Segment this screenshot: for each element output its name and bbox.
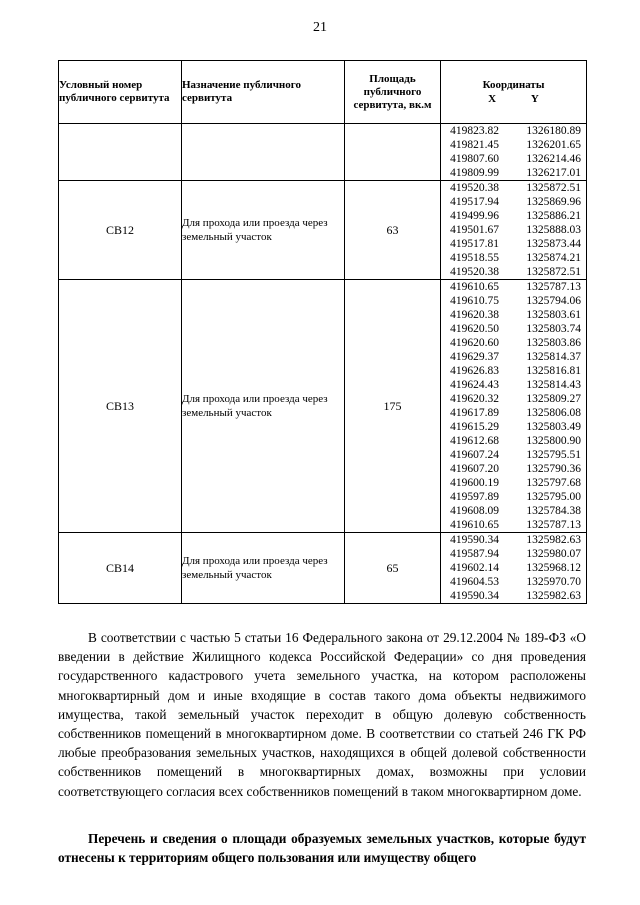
coord-x: 419517.94 — [450, 196, 499, 208]
servitude-code — [59, 124, 182, 181]
servitude-purpose: Для прохода или проезда через земельный участок — [182, 280, 345, 533]
coord-x: 419597.89 — [450, 491, 499, 503]
coordinate-pair — [441, 294, 586, 308]
coordinate-pair — [441, 547, 586, 561]
table-row — [59, 533, 587, 604]
coord-x: 419520.38 — [450, 266, 499, 278]
servitude-area: 175 — [345, 280, 441, 533]
coord-x: 419600.19 — [450, 477, 499, 489]
coord-x: 419608.09 — [450, 505, 499, 517]
coord-y: 1325980.07 — [526, 548, 581, 560]
coordinate-pair — [441, 434, 586, 448]
header-x: X — [488, 92, 497, 105]
coord-x: 419499.96 — [450, 210, 499, 222]
coord-x: 419587.94 — [450, 548, 499, 560]
coord-y: 1325803.74 — [526, 323, 581, 335]
coordinate-pair — [441, 308, 586, 322]
coordinate-pair — [441, 378, 586, 392]
coordinate-pair — [441, 223, 586, 237]
table-row — [59, 280, 587, 533]
coordinate-pair — [441, 336, 586, 350]
header-xy — [441, 93, 586, 106]
coordinate-pair — [441, 265, 586, 279]
coordinate-pair — [441, 138, 586, 152]
coordinates-cell — [441, 280, 587, 533]
header-code: Условный номер публичного сервитута — [59, 61, 182, 124]
coord-x: 419610.65 — [450, 281, 499, 293]
coordinate-pair — [441, 490, 586, 504]
coordinate-pair — [441, 364, 586, 378]
coord-y: 1326217.01 — [526, 167, 581, 179]
coord-x: 419624.43 — [450, 379, 499, 391]
coord-x: 419620.60 — [450, 337, 499, 349]
servitude-purpose: Для прохода или проезда через земельный участок — [182, 533, 345, 604]
coordinate-pair — [441, 322, 586, 336]
coordinate-pair — [441, 462, 586, 476]
coord-x: 419604.53 — [450, 576, 499, 588]
header-y: Y — [530, 92, 539, 105]
servitude-code: СВ13 — [59, 280, 182, 533]
table-row — [59, 181, 587, 280]
coord-x: 419607.20 — [450, 463, 499, 475]
coordinates-cell — [441, 181, 587, 280]
coord-y: 1325982.63 — [526, 534, 581, 546]
coord-y: 1325790.36 — [526, 463, 581, 475]
coord-x: 419590.34 — [450, 590, 499, 602]
coord-x: 419610.65 — [450, 519, 499, 531]
coord-y: 1325797.68 — [526, 477, 581, 489]
servitude-table — [58, 60, 587, 604]
coord-x: 419620.38 — [450, 309, 499, 321]
coord-y: 1325803.49 — [526, 421, 581, 433]
coord-x: 419612.68 — [450, 435, 499, 447]
coord-x: 419607.24 — [450, 449, 499, 461]
coord-x: 419602.14 — [450, 562, 499, 574]
coordinate-pair — [441, 420, 586, 434]
coord-y: 1325806.08 — [526, 407, 581, 419]
table-row — [59, 124, 587, 181]
servitude-purpose — [182, 124, 345, 181]
coordinate-pair — [441, 533, 586, 547]
coord-x: 419629.37 — [450, 351, 499, 363]
coord-y: 1325787.13 — [526, 281, 581, 293]
coordinate-pair — [441, 280, 586, 294]
coord-y: 1325872.51 — [526, 266, 581, 278]
coordinate-pair — [441, 406, 586, 420]
coordinate-pair — [441, 392, 586, 406]
coordinate-pair — [441, 124, 586, 138]
coordinate-pair — [441, 195, 586, 209]
coordinate-pair — [441, 251, 586, 265]
coord-x: 419610.75 — [450, 295, 499, 307]
coord-y: 1325816.81 — [526, 365, 581, 377]
coordinate-pair — [441, 350, 586, 364]
coord-y: 1325970.70 — [526, 576, 581, 588]
coordinate-pair — [441, 181, 586, 195]
coordinate-pair — [441, 448, 586, 462]
coord-y: 1325968.12 — [526, 562, 581, 574]
coordinate-pair — [441, 518, 586, 532]
coord-y: 1326214.46 — [526, 153, 581, 165]
page-number: 21 — [313, 20, 327, 35]
coordinate-pair — [441, 561, 586, 575]
coord-y: 1325888.03 — [526, 224, 581, 236]
coordinates-cell — [441, 533, 587, 604]
coord-y: 1325784.38 — [526, 505, 581, 517]
coordinate-pair — [441, 589, 586, 603]
coord-y: 1325869.96 — [526, 196, 581, 208]
coord-y: 1325814.37 — [526, 351, 581, 363]
coordinates-cell — [441, 124, 587, 181]
header-coords-label: Координаты — [482, 78, 545, 91]
header-purpose: Назначение публичного сервитута — [182, 61, 345, 124]
coord-y: 1326201.65 — [526, 139, 581, 151]
coordinate-pair — [441, 209, 586, 223]
servitude-purpose: Для прохода или проезда через земельный участок — [182, 181, 345, 280]
coord-x: 419821.45 — [450, 139, 499, 151]
coord-x: 419590.34 — [450, 534, 499, 546]
coord-y: 1325872.51 — [526, 182, 581, 194]
coordinate-pair — [441, 166, 586, 180]
coordinate-pair — [441, 476, 586, 490]
coord-x: 419520.38 — [450, 182, 499, 194]
coord-y: 1325873.44 — [526, 238, 581, 250]
coordinate-pair — [441, 152, 586, 166]
coord-y: 1325809.27 — [526, 393, 581, 405]
servitude-code: СВ12 — [59, 181, 182, 280]
coordinate-pair — [441, 504, 586, 518]
coord-x: 419518.55 — [450, 252, 499, 264]
coordinate-pair — [441, 237, 586, 251]
coord-y: 1325795.51 — [526, 449, 581, 461]
servitude-code: СВ14 — [59, 533, 182, 604]
coordinate-pair — [441, 575, 586, 589]
coord-y: 1325803.61 — [526, 309, 581, 321]
coord-x: 419615.29 — [450, 421, 499, 433]
servitude-area — [345, 124, 441, 181]
coord-x: 419807.60 — [450, 153, 499, 165]
coord-y: 1325814.43 — [526, 379, 581, 391]
coord-x: 419620.50 — [450, 323, 499, 335]
paragraph-heading-list: Перечень и сведения о площади образуемых земельных участков, которые будут отнесены к территориям общего пользования или имуществу общего — [58, 831, 586, 866]
coord-x: 419517.81 — [450, 238, 499, 250]
header-coords — [441, 61, 587, 124]
coord-y: 1325803.86 — [526, 337, 581, 349]
coord-y: 1325800.90 — [526, 435, 581, 447]
coord-y: 1325886.21 — [526, 210, 581, 222]
coord-y: 1325794.06 — [526, 295, 581, 307]
header-area: Площадь публичного сервитута, вк.м — [345, 61, 441, 124]
paragraph-ownership: В соответствии с частью 5 статьи 16 Федерального закона от 29.12.2004 № 189-ФЗ «О введении в действие Жилищного кодекса Российской Федерации» со дня проведения государственного кадастрового учета земельного участка, на котором расположены многоквартирный дом и иные входящие в состав такого дома объекты недвижимого имущества, такой земельный участок переходит в общую долевую собственность собственников помещений в многоквартирном доме. В соответствии со статьей 246 ГК РФ любые преобразования земельных участков, находящихся в общей долевой собственности собственников помещений в многоквартирных домах, возможны при условии соответствующего согласия всех собственников помещений в таком многоквартирном доме. — [58, 630, 586, 799]
coord-x: 419620.32 — [450, 393, 499, 405]
coord-y: 1325982.63 — [526, 590, 581, 602]
coord-x: 419823.82 — [450, 125, 499, 137]
coord-y: 1325874.21 — [526, 252, 581, 264]
coord-y: 1325795.00 — [526, 491, 581, 503]
coord-x: 419626.83 — [450, 365, 499, 377]
coord-x: 419501.67 — [450, 224, 499, 236]
servitude-area: 65 — [345, 533, 441, 604]
coord-x: 419617.89 — [450, 407, 499, 419]
table-header-row — [59, 61, 587, 124]
coord-y: 1326180.89 — [526, 125, 581, 137]
servitude-area: 63 — [345, 181, 441, 280]
coord-x: 419809.99 — [450, 167, 499, 179]
coord-y: 1325787.13 — [526, 519, 581, 531]
